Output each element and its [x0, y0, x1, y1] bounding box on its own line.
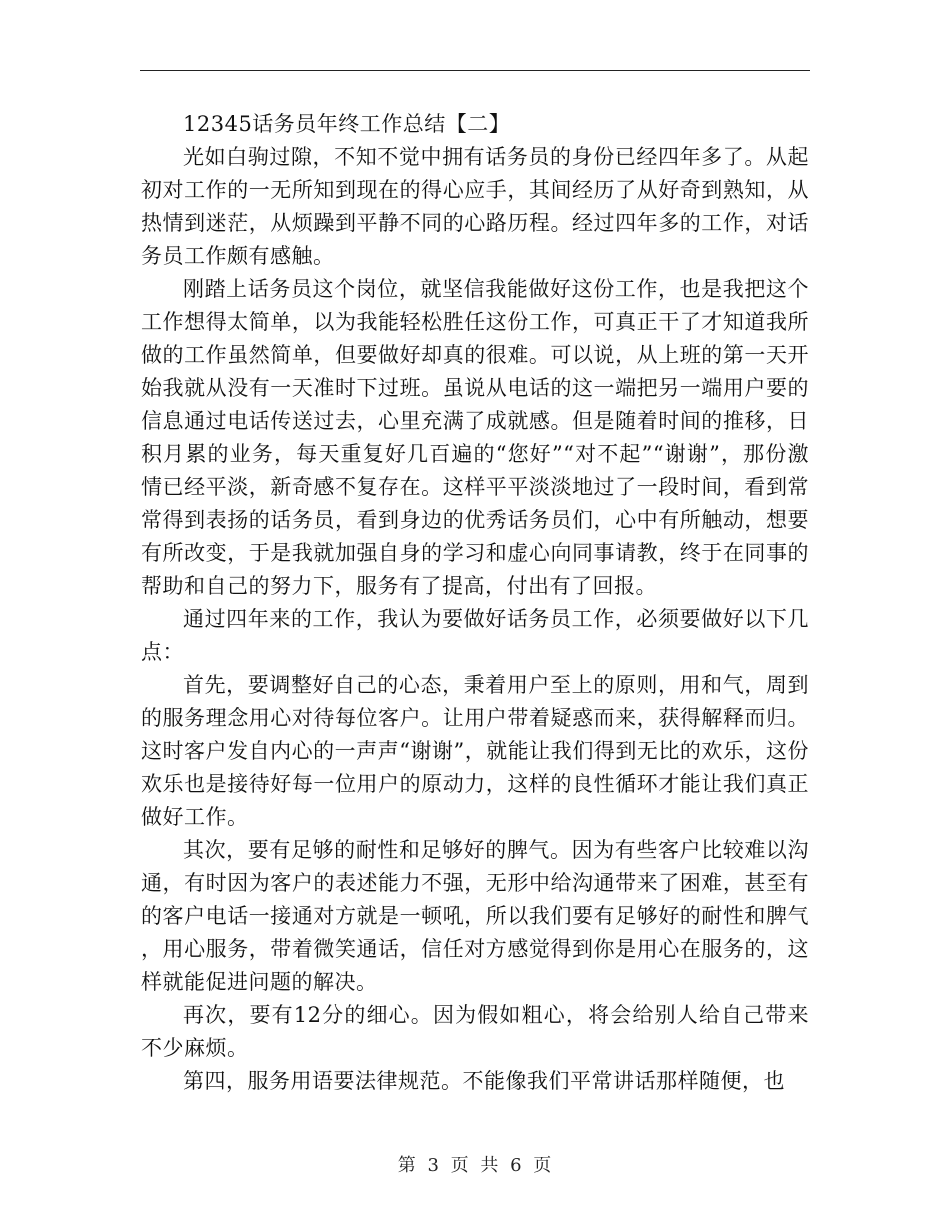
paragraph-point-first: 首先，要调整好自己的心态，秉着用户至上的原则，用和气，周到的服务理念用心对待每位客户。让用户带着疑惑而来，获得解释而归。这时客户发自内心的一声声“谢谢”，就能让我们得到无比的欢乐，这份欢乐也是接待好每一位用户的原动力，这样的良性循环才能让我们真正做好工作。 [141, 673, 809, 829]
paragraph-point-second: 其次，要有足够的耐性和足够好的脾气。因为有些客户比较难以沟通，有时因为客户的表述能力不强，无形中给沟通带来了困难，甚至有的客户电话一接通对方就是一顿吼，所以我们要有足够好的耐性和脾气，用心服务，带着微笑通话，信任对方感觉得到你是用心在服务的，这样就能促进问题的解决。 [141, 838, 809, 994]
paragraph-experience: 刚踏上话务员这个岗位，就坚信我能做好这份工作，也是我把这个工作想得太简单，以为我能轻松胜任这份工作，可真正干了才知道我所做的工作虽然简单，但要做好却真的很难。可以说，从上班的第一天开始我就从没有一天准时下过班。虽说从电话的这一端把另一端用户要的信息通过电话传送过去，心里充满了成就感。但是随着时间的推移，日积月累的业务，每天重复好几百遍的“您好”“对不起”“谢谢”，那份激情已经平淡，新奇感不复存在。这样平平淡淡地过了一段时间，看到常常得到表扬的话务员，看到身边的优秀话务员们，心中有所触动，想要有所改变，于是我就加强自身的学习和虚心向同事请教，终于在同事的帮助和自己的努力下，服务有了提高，付出有了回报。 [141, 277, 809, 598]
header-rule [140, 70, 810, 71]
paragraph-point-fourth: 第四，服务用语要法律规范。不能像我们平常讲话那样随便，也 [183, 1069, 785, 1093]
document-body [141, 108, 809, 1098]
paragraph-intro: 光如白驹过隙，不知不觉中拥有话务员的身份已经四年多了。从起初对工作的一无所知到现在的得心应手，其间经历了从好奇到熟知，从热情到迷茫，从烦躁到平静不同的心路历程。经过四年多的工作，对话务员工作颇有感触。 [141, 145, 809, 268]
paragraph-points-intro: 通过四年来的工作，我认为要做好话务员工作，必须要做好以下几点： [141, 607, 809, 664]
document-title: 12345话务员年终工作总结【二】 [183, 112, 511, 136]
page-number-footer: 第 3 页 共 6 页 [397, 1155, 553, 1176]
paragraph-point-third: 再次，要有12分的细心。因为假如粗心，将会给别人给自己带来不少麻烦。 [141, 1003, 809, 1060]
